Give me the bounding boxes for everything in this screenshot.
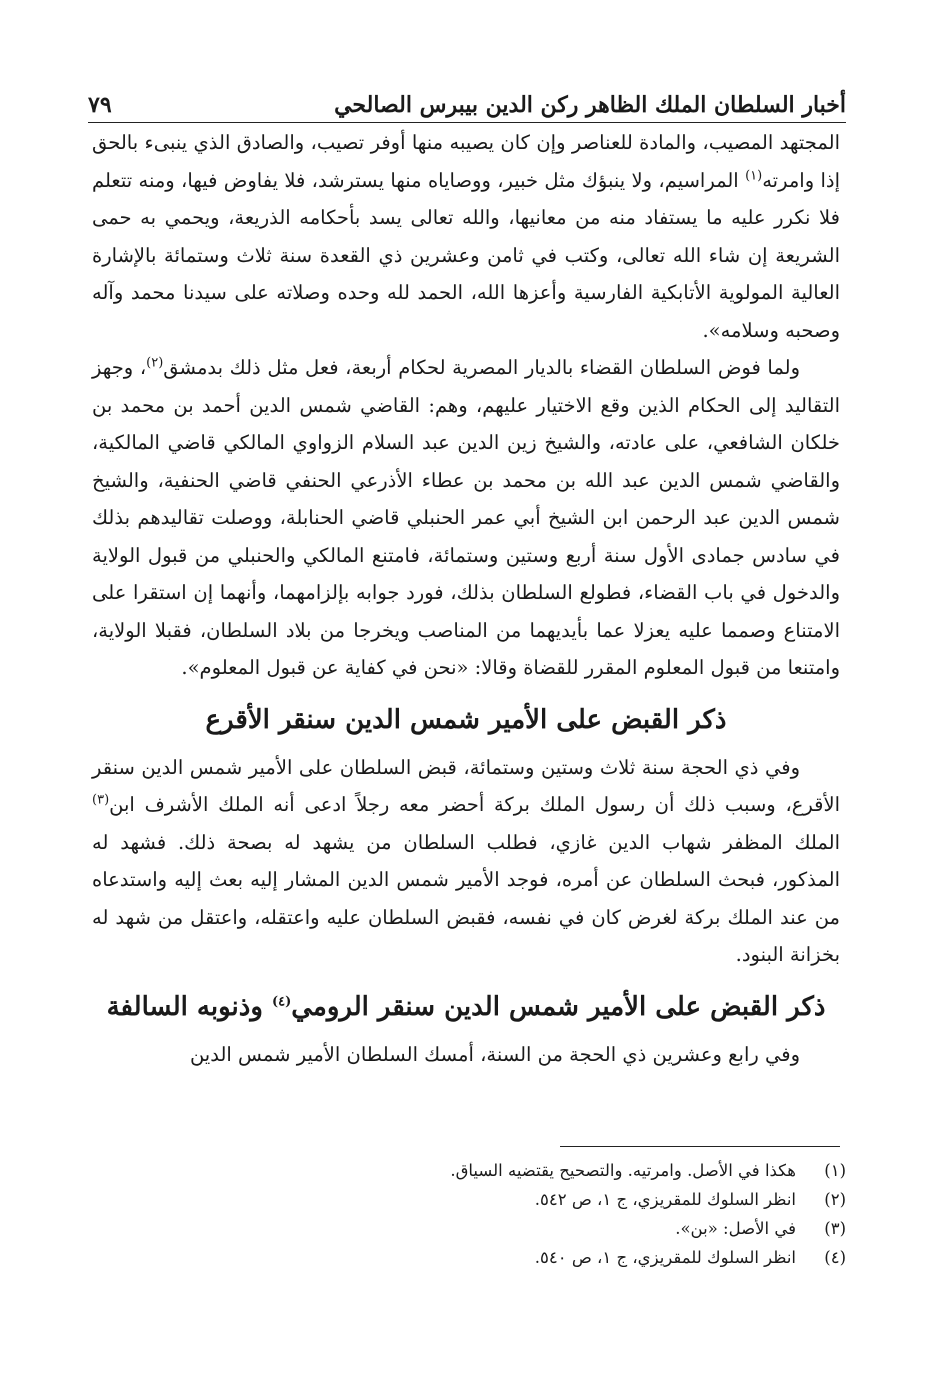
footnote-3	[200, 1214, 846, 1243]
footnote-text: في الأصل: «بن».	[675, 1219, 796, 1238]
footnote-text: انظر السلوك للمقريزي، ج ١، ص ٥٤٢.	[534, 1190, 796, 1209]
paragraph-four-judges	[92, 349, 840, 687]
paragraph-text: المراسيم، ولا ينبؤك مثل خبير، ووصاياه منها يسترشد، فلا يفاوض فيها، ومنه تتعلم فلا نكرر عليه ما يستفاد منه من معانيها، والله تعالى يسد بأحكامه الذريعة، ويحمي به حمى الشريعة إن شاء الله تعالى، وكتب في ثامن وعشرين ذي القعدة سنة ثلاث وستمائة بالإشارة العالية المولوية الأتابكية الفارسية وأعزها الله، الحمد لله وحده وصلاته على سيدنا محمد وآله وصحبه وسلامه».	[92, 168, 840, 342]
heading-text: ذكر القبض على الأمير شمس الدين سنقر الرومي	[291, 991, 826, 1022]
section-heading-sunqur-al-rumi	[92, 984, 840, 1030]
footnote-text: انظر السلوك للمقريزي، ج ١، ص ٥٤٠.	[534, 1248, 796, 1267]
paragraph-text: ولما فوض السلطان القضاء بالديار المصرية لحكام أربعة، فعل مثل ذلك بدمشق	[163, 356, 800, 379]
footnote-1	[200, 1156, 846, 1185]
running-title: أخبار السلطان الملك الظاهر ركن الدين بيبرس الصالحي	[334, 92, 846, 118]
page-header	[88, 78, 846, 123]
footnote-number: (١)	[824, 1161, 846, 1180]
main-text	[92, 124, 840, 1073]
footnote-marker-3: (٣)	[92, 792, 110, 808]
footnote-4	[200, 1243, 846, 1272]
footnote-2	[200, 1185, 846, 1214]
footnote-number: (٣)	[824, 1219, 846, 1238]
paragraph-text: المجتهد المصيب، والمادة للعناصر وإن كان يصيبه منها أوفر تصيب، والصادق الذي ينبىء بالحق إذا وامرته	[92, 131, 840, 192]
footnote-marker-2: (٢)	[146, 355, 164, 371]
footnote-text: هكذا في الأصل. وامرتيه. والتصحيح يقتضيه السياق.	[450, 1161, 796, 1180]
paragraph-decree-ending	[92, 124, 840, 349]
page-number: ٧٩	[88, 92, 112, 118]
heading-text: وذنوبه السالفة	[106, 991, 272, 1022]
footnote-number: (٤)	[824, 1248, 846, 1267]
footnotes	[200, 1156, 846, 1272]
paragraph-text: وفي ذي الحجة سنة ثلاث وستين وستمائة، قبض السلطان على الأمير شمس الدين سنقر الأقرع، وسبب ذلك أن رسول الملك بركة أحضر معه رجلاً ادعى أنه الملك الأشرف ابن	[92, 755, 840, 816]
paragraph-text: ، وجهز التقاليد إلى الحكام الذين وقع الاختيار عليهم، وهم: القاضي شمس الدين أحمد بن محمد بن خلكان الشافعي، على عادته، والشيخ زين الدين عبد السلام الزواوي المالكي قاضي المالكية، والقاضي شمس الدين عبد الله بن محمد بن عطاء الأذرعي الحنفي قاضي الحنفية، والشيخ شمس الدين عبد الرحمن ابن الشيخ أبي عمر الحنبلي قاضي الحنابلة، ووصلت تقاليدهم بذلك في سادس جمادى الأول سنة أربع وستين وستمائة، فامتنع المالكي والحنبلي من قبول الولاية والدخول في باب القضاء، فطولع السلطان بذلك، فورد جوابه بإلزامهما، وأنهما إن استقرا على الامتناع وصمما عليه يعزلا عما بأيديهما من المناصب ويخرجا من بلاد السلطان، فقبلا الولاية، وامتنعا من قبول المعلوم المقرر للقضاة وقالا: «نحن في كفاية عن قبول المعلوم».	[92, 356, 840, 679]
footnote-marker-1: (١)	[745, 168, 763, 183]
paragraph-text: الملك المظفر شهاب الدين غازي، فطلب السلطان من يشهد له بصحة ذلك. فشهد له المذكور، فبحث السلطان عن أمره، فوجد الأمير شمس الدين المشار إليه بعث إليه واستدعاه من عند الملك بركة لغرض كان في نفسه، فقبض السلطان عليه واعتقله، واعتقل من شهد له بخزانة البنود.	[92, 830, 840, 966]
footnote-divider	[560, 1146, 840, 1147]
paragraph-arrest-sunqur-al-aqra	[92, 749, 840, 974]
section-heading-sunqur-al-aqra: ذكر القبض على الأمير شمس الدين سنقر الأقرع	[205, 704, 727, 735]
footnote-number: (٢)	[824, 1190, 846, 1209]
paragraph-arrest-sunqur-al-rumi: وفي رابع وعشرين ذي الحجة من السنة، أمسك السلطان الأمير شمس الدين	[189, 1042, 800, 1066]
footnote-marker-4: (٤)	[271, 993, 292, 1009]
